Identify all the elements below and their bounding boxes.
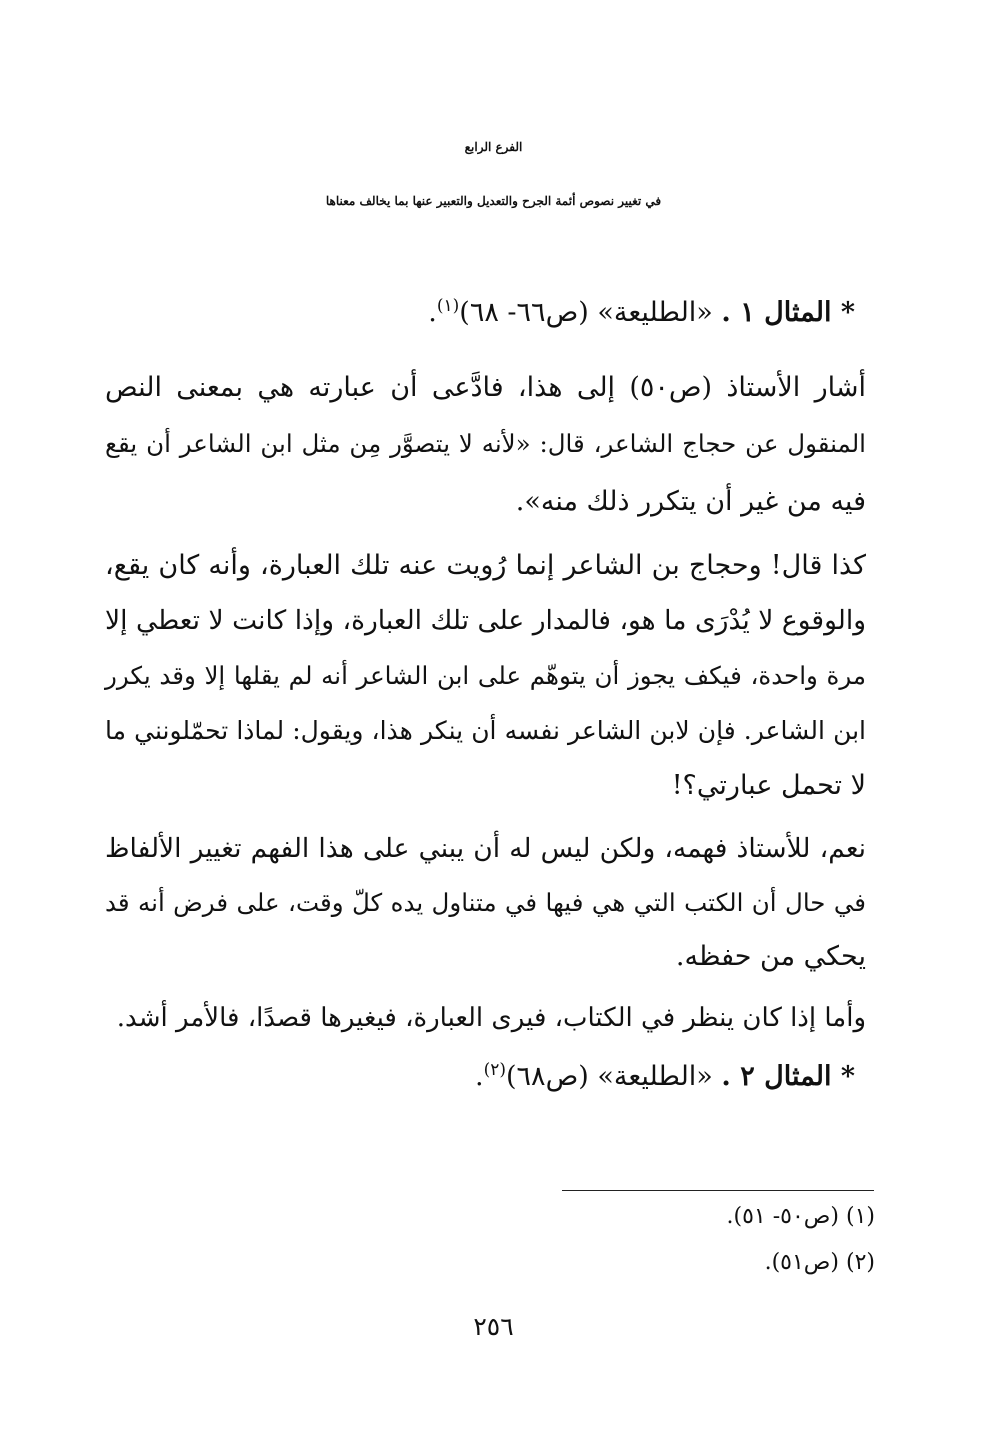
example-2-text: «الطليعة» (ص٦٨): [506, 1061, 713, 1092]
footnote-2-text: (ص٥١).: [764, 1250, 839, 1275]
page-number: ٢٥٦: [473, 1312, 514, 1341]
footnote-2: [765, 1250, 875, 1275]
paragraph-2-line-1: كذا قال! وحجاج بن الشاعر إنما رُويت عنه تلك العبارة، وأنه كان يقع،: [105, 550, 866, 581]
example-2-heading: [475, 1060, 855, 1092]
footnote-1-number: (١): [845, 1204, 875, 1229]
footnote-1-text: (ص٥٠- ٥١).: [726, 1204, 839, 1229]
paragraph-1-line-3: فيه من غير أن يتكرر ذلك منه».: [515, 486, 866, 517]
example-2-label: * المثال ٢ .: [721, 1061, 855, 1092]
footnote-1: [727, 1204, 876, 1229]
paragraph-1-line-1: أشار الأستاذ (ص٥٠) إلى هذا، فادَّعى أن عبارته هي بمعنى النص: [105, 372, 866, 403]
paragraph-3-line-3: يحكي من حفظه.: [675, 941, 866, 972]
example-1-label: * المثال ١ .: [721, 297, 855, 328]
example-1-text: «الطليعة» (ص٦٦- ٦٨): [459, 297, 713, 328]
paragraph-1-line-2: المنقول عن حجاج الشاعر، قال: «لأنه لا يتصوَّر مِن مثل ابن الشاعر أن يقع: [105, 429, 866, 458]
section-subtitle: في تغيير نصوص أئمة الجرح والتعديل والتعبير عنها بما يخالف معناها: [325, 194, 662, 208]
paragraph-2-line-2: والوقوع لا يُدْرَى ما هو، فالمدار على تلك العبارة، وإذا كانت لا تعطي إلا: [105, 605, 866, 636]
paragraph-2-line-5: لا تحمل عبارتي؟!: [671, 770, 866, 801]
paragraph-3-line-1: نعم، للأستاذ فهمه، ولكن ليس له أن يبني على هذا الفهم تغيير الألفاظ: [105, 833, 866, 864]
paragraph-2-line-3: مرة واحدة، فيكف يجوز أن يتوهّم على ابن الشاعر أنه لم يقلها إلا وقد يكرر: [105, 661, 866, 690]
section-title: الفرع الرابع: [464, 140, 523, 154]
example-1-heading: [428, 296, 855, 328]
footnote-ref-1: (١): [436, 296, 460, 316]
footnote-2-number: (٢): [845, 1250, 875, 1275]
footnote-separator: [562, 1190, 874, 1191]
footnote-ref-2: (٢): [483, 1060, 506, 1080]
example-1-end: .: [428, 297, 437, 328]
paragraph-4-line-1: وأما إذا كان ينظر في الكتاب، فيرى العبارة، فيغيرها قصدًا، فالأمر أشد.: [116, 1003, 866, 1033]
paragraph-3-line-2: في حال أن الكتب التي هي فيها في متناول يده كلّ وقت، على فرض أنه قد: [105, 888, 866, 917]
example-2-end: .: [474, 1061, 484, 1092]
paragraph-2-line-4: ابن الشاعر. فإن لابن الشاعر نفسه أن ينكر هذا، ويقول: لماذا تحمّلونني ما: [105, 716, 866, 745]
